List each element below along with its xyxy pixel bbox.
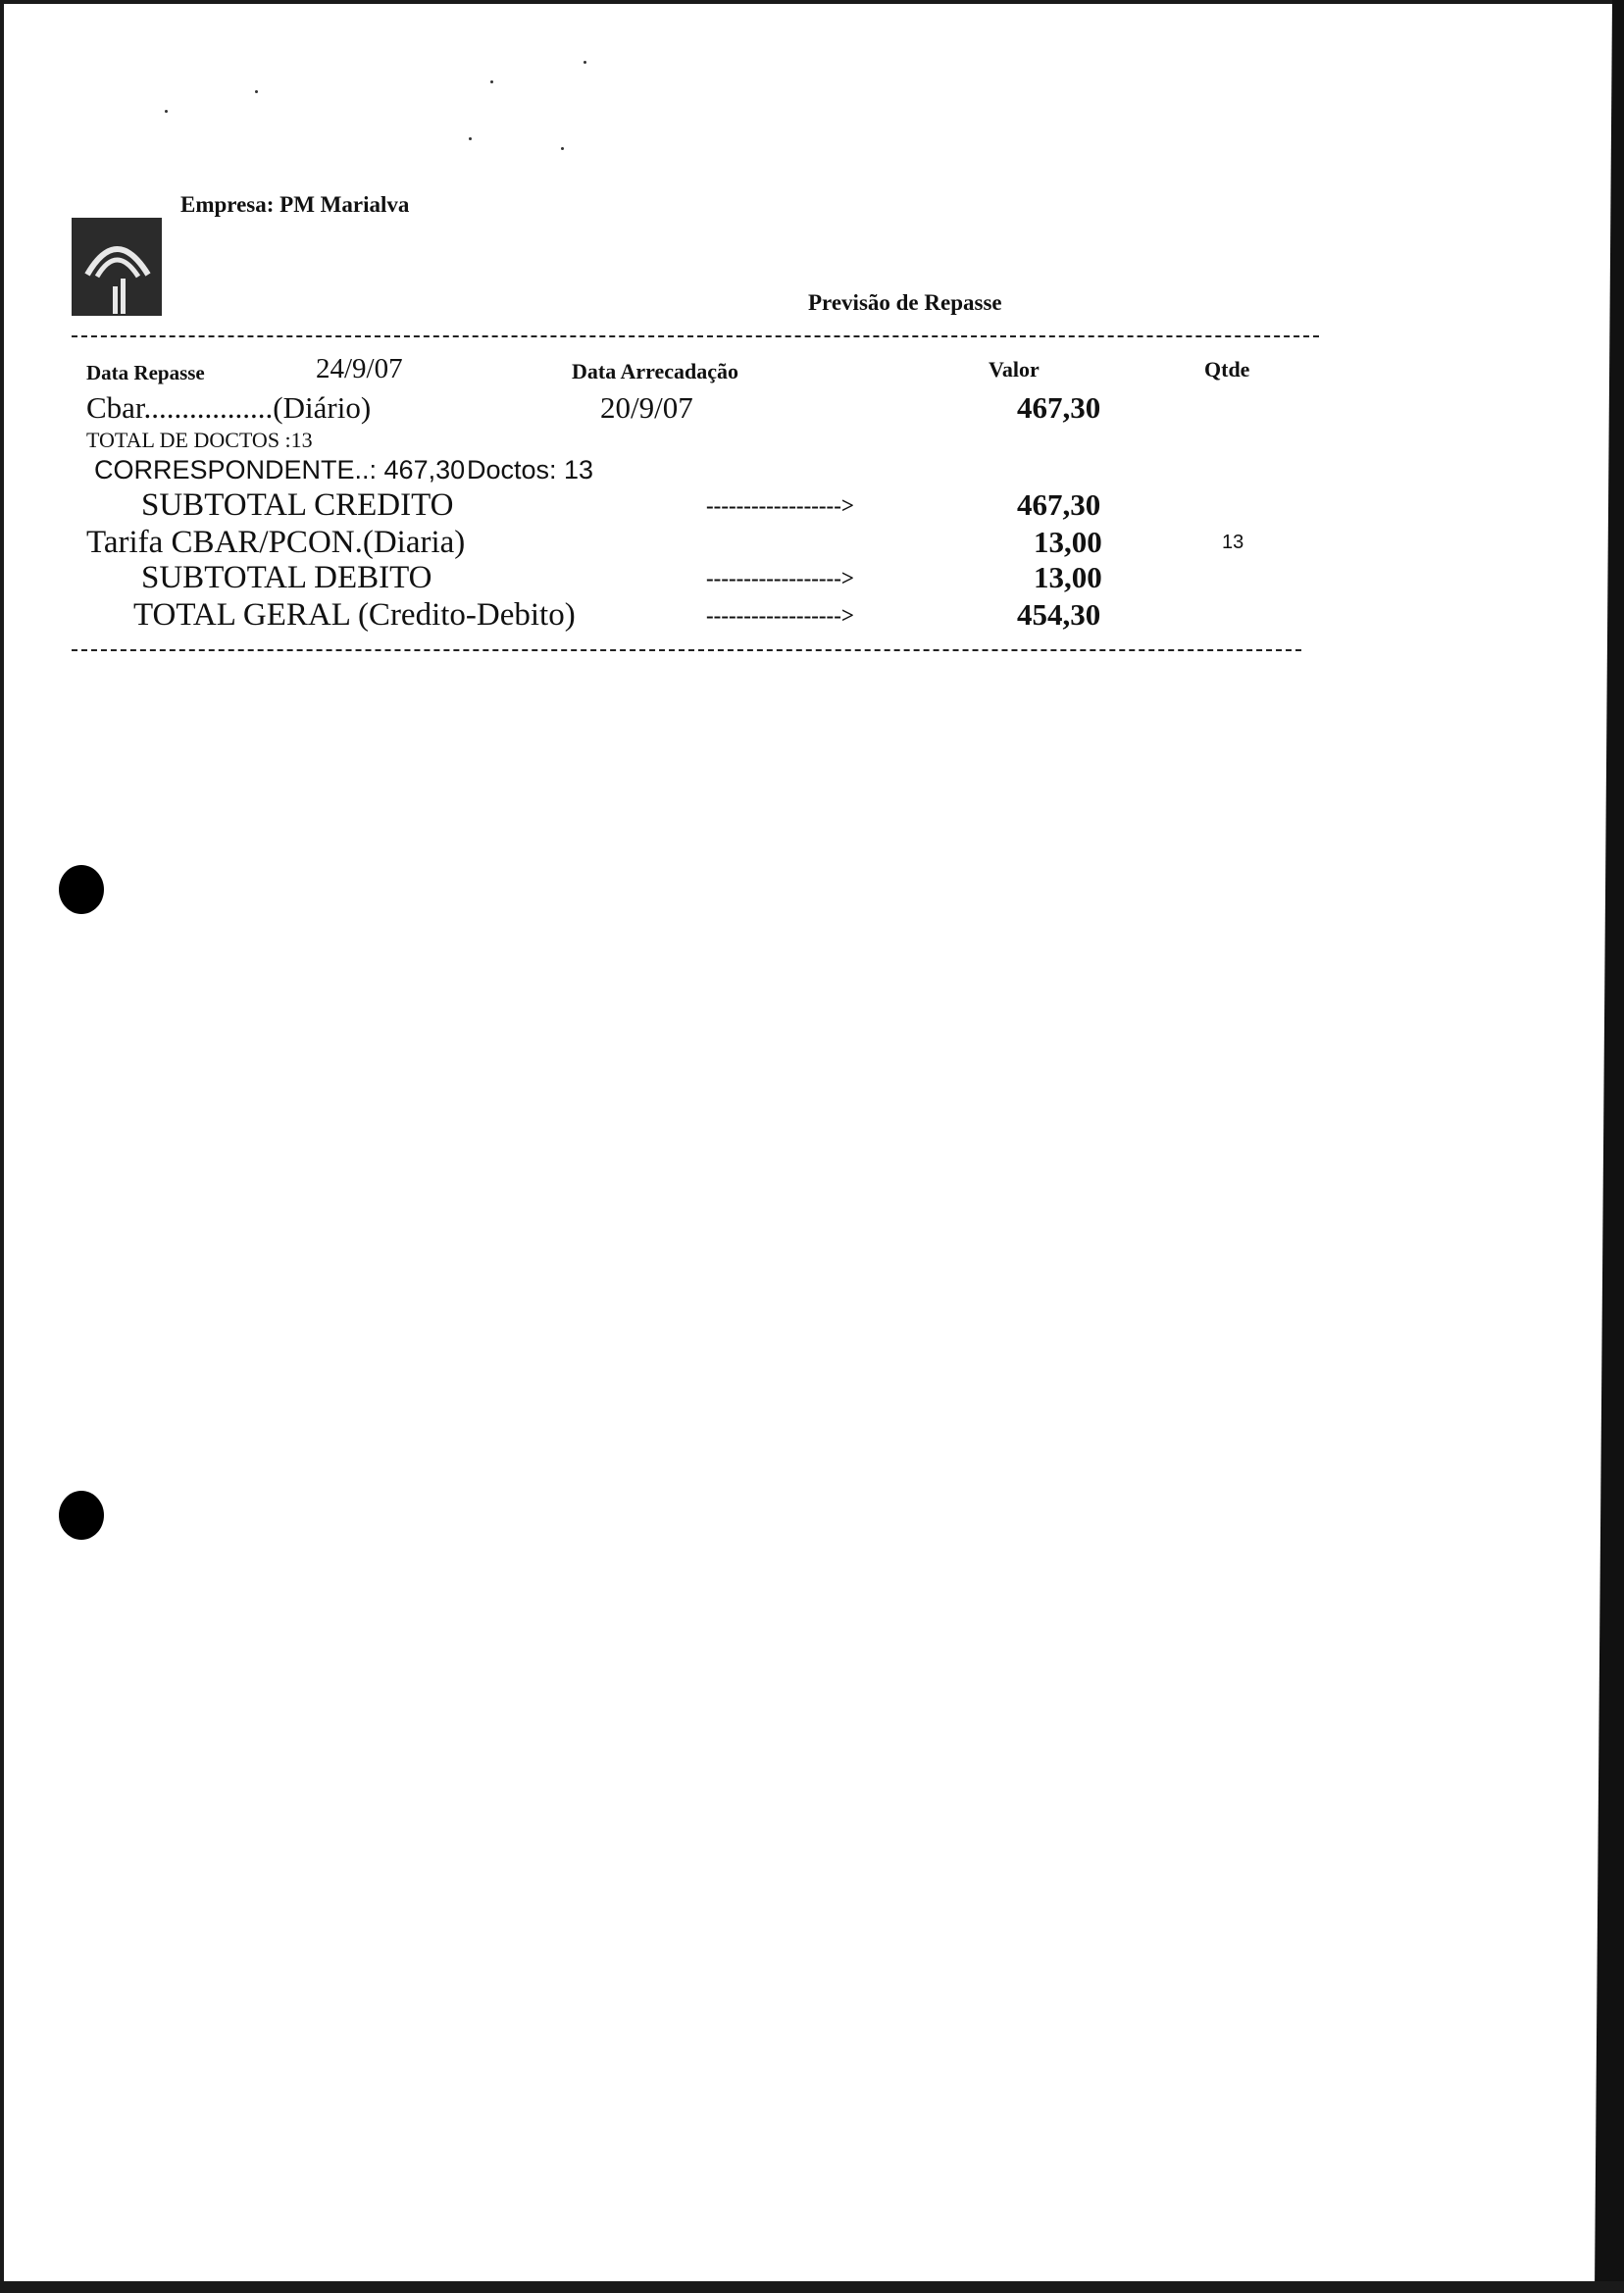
- scan-edge-left: [0, 0, 4, 2293]
- scan-edge-bottom: [0, 2281, 1624, 2293]
- bank-logo-icon: [72, 218, 162, 316]
- divider-top: [72, 335, 1319, 337]
- scan-speck: [255, 90, 258, 93]
- subtotal-debito-label: SUBTOTAL DEBITO: [141, 560, 432, 595]
- tarifa-label: Tarifa CBAR/PCON.(Diaria): [86, 525, 466, 560]
- cbar-label: Cbar.................(Diário): [86, 390, 372, 425]
- scan-speck: [165, 110, 168, 113]
- total-doctos: TOTAL DE DOCTOS :13: [86, 428, 313, 452]
- subtotal-credito-value: 467,30: [1017, 487, 1101, 522]
- subtotal-credito-label: SUBTOTAL CREDITO: [141, 487, 454, 523]
- divider-bottom: [72, 649, 1301, 651]
- subtotal-debito-value: 13,00: [1034, 560, 1102, 594]
- scan-speck: [469, 137, 472, 140]
- scan-speck: [584, 61, 586, 64]
- scan-speck: [561, 147, 564, 150]
- data-repasse-label: Data Repasse: [86, 361, 205, 384]
- qtde-label: Qtde: [1204, 357, 1250, 382]
- total-geral-value: 454,30: [1017, 597, 1101, 632]
- valor-label: Valor: [989, 357, 1040, 382]
- correspondente-text: CORRESPONDENTE..: 467,30: [94, 455, 466, 484]
- total-geral-arrow: ------------------>: [706, 603, 854, 628]
- total-geral-label: TOTAL GERAL (Credito-Debito): [133, 597, 576, 633]
- scan-edge-right: [1595, 0, 1624, 2293]
- tarifa-qtde: 13: [1222, 532, 1244, 553]
- cbar-date: 20/9/07: [600, 390, 693, 425]
- subtotal-credito-arrow: ------------------>: [706, 493, 854, 518]
- subtotal-debito-arrow: ------------------>: [706, 566, 854, 590]
- correspondente-doctos: Doctos: 13: [467, 455, 594, 484]
- cbar-value: 467,30: [1017, 390, 1101, 425]
- scan-speck: [490, 80, 493, 83]
- punch-hole: [59, 865, 104, 914]
- punch-hole: [59, 1491, 104, 1540]
- company-label: Empresa: PM Marialva: [180, 192, 410, 217]
- data-repasse-value: 24/9/07: [316, 353, 403, 384]
- scan-edge-top: [0, 0, 1624, 4]
- report-title: Previsão de Repasse: [808, 290, 1002, 315]
- tarifa-value: 13,00: [1034, 525, 1102, 559]
- data-arrecadacao-label: Data Arrecadação: [572, 359, 739, 383]
